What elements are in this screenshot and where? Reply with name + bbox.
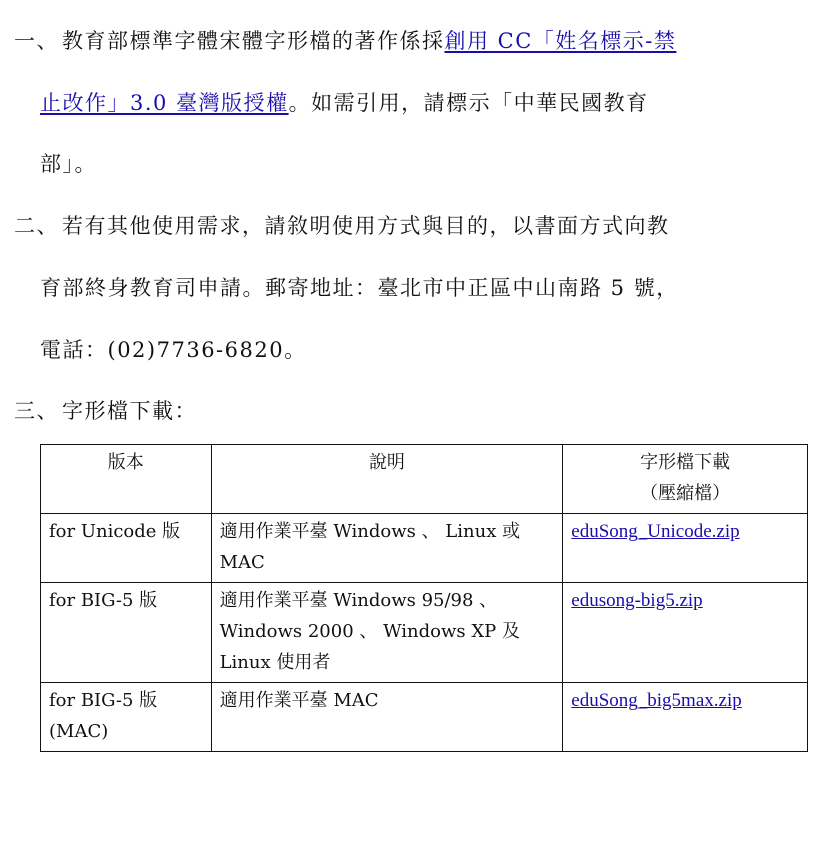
section2-phone: 電話：(02)7736-6820。 [40, 338, 307, 362]
section3-marker: 三、 [14, 399, 59, 423]
header-download-line1: 字形檔下載 [640, 452, 731, 473]
row-version: for BIG-5 版 [49, 690, 158, 711]
row-description-line2: MAC [219, 552, 265, 573]
section1-line2 [40, 88, 649, 118]
row-description-line3: Linux 使用者 [219, 652, 331, 673]
download-link-big5[interactable]: edusong-big5.zip [571, 590, 703, 611]
section1-marker: 一、 [14, 29, 59, 53]
row-description-line1: 適用作業平臺 Windows 95/98 、 [219, 590, 498, 611]
section2-marker: 二、 [14, 214, 59, 238]
section2-address: 育部終身教育司申請。郵寄地址：臺北市中正區中山南路 5 號， [40, 276, 679, 300]
row-version-line2: (MAC) [49, 721, 109, 742]
row-version: for Unicode 版 [49, 521, 181, 542]
row-download-cell [563, 514, 808, 583]
section2-line2 [40, 273, 679, 303]
row-version: for BIG-5 版 [49, 590, 158, 611]
row-download-cell [563, 583, 808, 683]
table-row [41, 583, 808, 683]
table-header-row [41, 445, 808, 514]
table-row [41, 683, 808, 752]
section1-line1 [14, 26, 676, 56]
row-description-cell [211, 683, 563, 752]
section2-line3 [40, 335, 307, 365]
table-row [41, 514, 808, 583]
row-description-cell [211, 583, 563, 683]
row-version-cell [41, 514, 212, 583]
row-download-cell [563, 683, 808, 752]
row-version-cell [41, 583, 212, 683]
section1-text: 教育部標準字體宋體字形檔的著作係採 [62, 29, 445, 53]
cc-license-link-part1[interactable]: 創用 CC「姓名標示-禁 [444, 29, 677, 53]
section2-text: 若有其他使用需求，請敘明使用方式與目的，以書面方式向教 [62, 214, 670, 238]
font-download-table [40, 444, 808, 752]
section1-text-cont: 。如需引用，請標示「中華民國教育 [288, 91, 649, 115]
row-description-line2: Windows 2000 、 Windows XP 及 [219, 621, 521, 642]
section3-heading [14, 396, 197, 426]
header-download [563, 445, 808, 514]
download-link-big5-mac[interactable]: eduSong_big5max.zip [571, 690, 742, 711]
header-download-line2: （壓縮檔） [640, 483, 731, 504]
row-description-cell [211, 514, 563, 583]
header-description: 說明 [211, 445, 563, 514]
row-description-line1: 適用作業平臺 MAC [219, 690, 379, 711]
section2-line1 [14, 211, 670, 241]
section1-line3 [40, 149, 97, 179]
header-version: 版本 [41, 445, 212, 514]
section3-title: 字形檔下載： [62, 399, 197, 423]
download-link-unicode[interactable]: eduSong_Unicode.zip [571, 521, 740, 542]
row-version-cell [41, 683, 212, 752]
cc-license-link-part2[interactable]: 止改作」3.0 臺灣版授權 [40, 91, 289, 115]
row-description-line1: 適用作業平臺 Windows 、 Linux 或 [219, 521, 521, 542]
section1-text-end: 部」。 [40, 152, 97, 176]
